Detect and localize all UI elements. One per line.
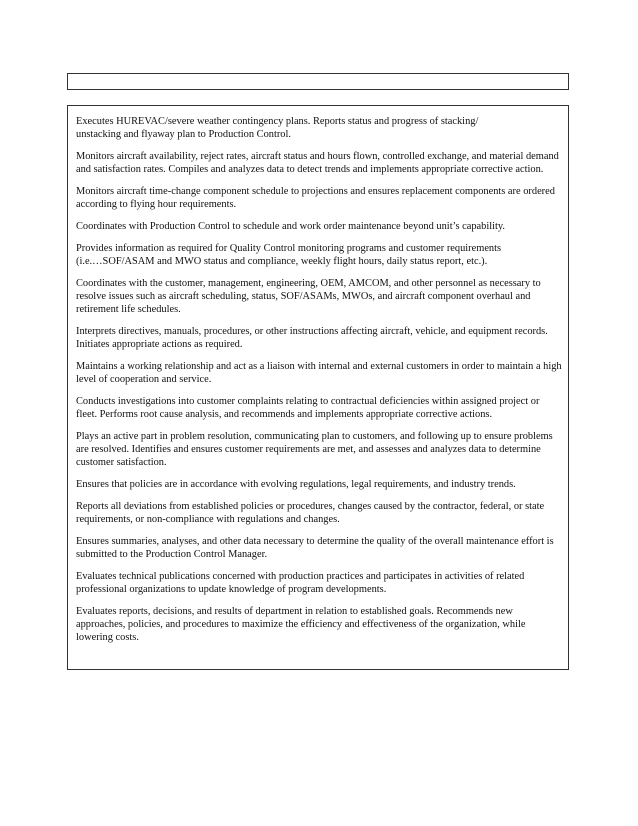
duty-line: Initiates appropriate actions as required. xyxy=(76,339,243,350)
duty-line: Monitors aircraft time-change component schedule to projections and ensures replacement components are ordered xyxy=(76,186,555,197)
duty-paragraph xyxy=(76,535,560,561)
duty-line: and satisfaction rates. Compiles and analyzes data to detect trends and implements appropriate corrective action. xyxy=(76,164,544,175)
duty-line: Ensures summaries, analyses, and other data necessary to determine the quality of the overall maintenance effort is xyxy=(76,536,554,547)
duty-line: Monitors aircraft availability, reject rates, aircraft status and hours flown, controlled exchange, and material demand xyxy=(76,151,559,162)
duty-paragraph xyxy=(76,570,560,596)
duty-line: resolve issues such as aircraft scheduling, status, SOF/ASAMs, MWOs, and aircraft component overhaul and xyxy=(76,291,531,302)
duty-line: unstacking and flyaway plan to Production Control. xyxy=(76,129,291,140)
duty-line: Plays an active part in problem resolution, communicating plan to customers, and following up to ensure problems xyxy=(76,431,553,442)
duty-line: are resolved. Identifies and ensures customer requirements are met, and assesses and analyzes data to determine xyxy=(76,444,541,455)
duty-line: customer satisfaction. xyxy=(76,457,167,468)
duty-line: Reports all deviations from established policies or procedures, changes caused by the contractor, federal, or state xyxy=(76,501,545,512)
duty-line: Executes HUREVAC/severe weather contingency plans. Reports status and progress of stacking/ xyxy=(76,116,479,127)
duty-line: Maintains a working relationship and act as a liaison with internal and external customers in order to maintain a high xyxy=(76,361,562,372)
header-box xyxy=(67,73,569,90)
duty-paragraph xyxy=(76,115,560,141)
duty-paragraph xyxy=(76,277,560,316)
duty-line: Ensures that policies are in accordance with evolving regulations, legal requirements, and industry trends. xyxy=(76,479,516,490)
duty-line: Evaluates reports, decisions, and results of department in relation to established goals. Recommends new xyxy=(76,606,513,617)
duty-line: Provides information as required for Quality Control monitoring programs and customer requirements xyxy=(76,243,502,254)
duty-paragraph xyxy=(76,325,560,351)
duty-paragraph xyxy=(76,500,560,526)
duty-line: submitted to the Production Control Manager. xyxy=(76,549,268,560)
duty-line: requirements, or non-compliance with regulations and changes. xyxy=(76,514,340,525)
duty-paragraph xyxy=(76,430,560,469)
duty-line: Evaluates technical publications concerned with production practices and participates in activities of related xyxy=(76,571,525,582)
duty-line: level of cooperation and service. xyxy=(76,374,212,385)
duty-line: retirement life schedules. xyxy=(76,304,181,315)
duty-paragraph xyxy=(76,242,560,268)
duty-line: Coordinates with the customer, management, engineering, OEM, AMCOM, and other personnel as necessary to xyxy=(76,278,541,289)
duty-line: Conducts investigations into customer complaints relating to contractual deficiencies within assigned project or xyxy=(76,396,540,407)
duty-line: approaches, policies, and procedures to maximize the efficiency and effectiveness of the organization, while xyxy=(76,619,526,630)
duty-line: Coordinates with Production Control to schedule and work order maintenance beyond unit’s capability. xyxy=(76,221,505,232)
duty-paragraph xyxy=(76,478,560,491)
duty-line: (i.e.…SOF/ASAM and MWO status and compliance, weekly flight hours, daily status report, etc.). xyxy=(76,256,488,267)
duty-line: fleet. Performs root cause analysis, and recommends and implements appropriate corrective actions. xyxy=(76,409,493,420)
duty-line: professional organizations to update knowledge of program developments. xyxy=(76,584,387,595)
duty-line: lowering costs. xyxy=(76,632,139,643)
duty-paragraph xyxy=(76,185,560,211)
duty-line: Interprets directives, manuals, procedures, or other instructions affecting aircraft, vehicle, and equipment records. xyxy=(76,326,548,337)
duty-paragraph xyxy=(76,220,560,233)
duty-line: according to flying hour requirements. xyxy=(76,199,237,210)
duty-paragraph xyxy=(76,150,560,176)
duty-paragraph xyxy=(76,395,560,421)
duties-box xyxy=(67,105,569,670)
duty-paragraph xyxy=(76,605,560,644)
duty-paragraph xyxy=(76,360,560,386)
